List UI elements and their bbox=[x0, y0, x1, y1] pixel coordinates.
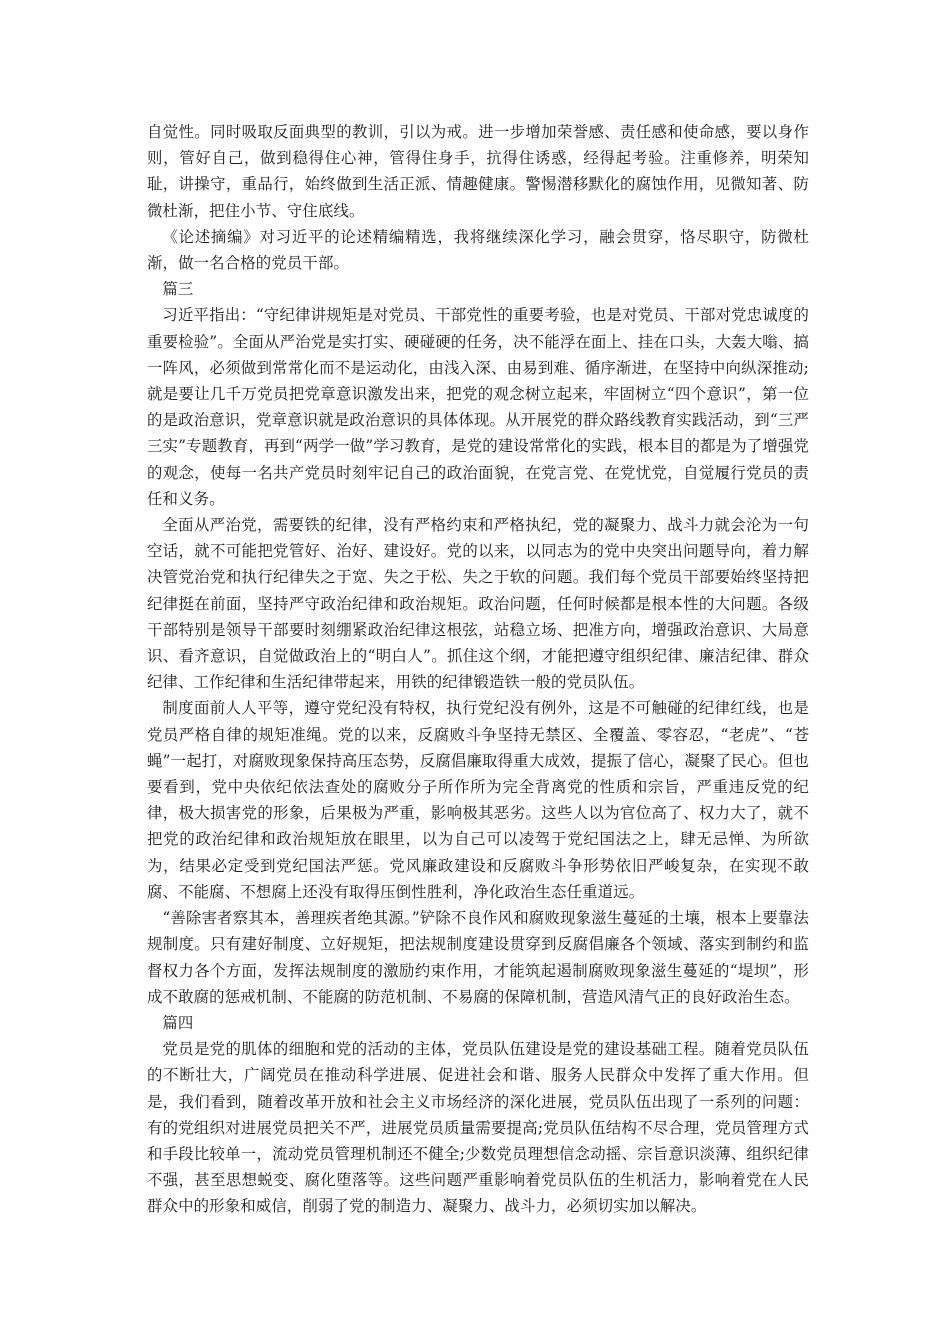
paragraph-party-members: 党员是党的肌体的细胞和党的活动的主体，党员队伍建设是党的建设基础工程。随着党员队伍的不断壮大，广阔党员在推动科学进展、促进社会和谐、服务人民群众中发挥了重大作用。但是，我们看到，随着改革开放和社会主义市场经济的深化进展，党员队伍出现了一系列的问题：有的党组织对进展党员把关不严，进展党员质量需要提高;党员队伍结构不尽合理，党员管理方式和手段比较单一，流动党员管理机制还不健全;少数党员理想信念动摇、宗旨意识淡薄、组织纪律不强，甚至思想蜕变、腐化堕落等。这些问题严重影响着党员队伍的生机活力，影响着党在人民群众中的形象和威信，削弱了党的制造力、凝聚力、战斗力，必须切实加以解决。 bbox=[147, 1040, 809, 1216]
paragraph-iron-discipline: 全面从严治党，需要铁的纪律，没有严格约束和严格执纪，党的凝聚力、战斗力就会沦为一句空话，就不可能把党管好、治好、建设好。党的以来，以同志为的党中央突出问题导向，着力解决管党治党和执行纪律失之于宽、失之于松、失之于软的问题。我们每个党员干部要始终坚持把纪律挺在前面，坚持严守政治纪律和政治规矩。政治问题，任何时候都是根本性的大问题。各级干部特别是领导干部要时刻绷紧政治纪律这根弦，站稳立场、把准方向，增强政治意识、大局意识、看齐意识，自觉做政治上的“明白人”。抓住这个纲，才能把遵守组织纪律、廉洁纪律、群众纪律、工作纪律和生活纪律带起来，用铁的纪律锻造铁一般的党员队伍。 bbox=[147, 516, 809, 692]
paragraph-discipline-rules: 习近平指出：“守纪律讲规矩是对党员、干部党性的重要考验，也是对党员、干部对党忠诚度的重要检验”。全面从严治党是实打实、硬碰硬的任务，决不能浮在面上、挂在口头，大轰大嗡、搞一阵风，必须做到常常化而不是运动化，由浅入深、由易到难、循序渐进，在坚持中向纵深推动;就是要让几千万党员把党章意识激发出来，把党的观念树立起来，牢固树立“四个意识”，第一位的是政治意识，党章意识就是政治意识的具体体现。从开展党的群众路线教育实践活动，到“三严三实”专题教育，再到“两学一做”学习教育，是党的建设常常化的实践，根本目的都是为了增强党的观念，使每一名共产党员时刻牢记自己的政治面貌，在党言党、在党忧党，自觉履行党员的责任和义务。 bbox=[147, 306, 809, 508]
section-heading-pian-san: 篇三 bbox=[162, 280, 194, 299]
paragraph-root-cause: “善除害者察其本，善理疾者绝其源。”铲除不良作风和腐败现象滋生蔓延的土壤，根本上要靠法规制度。只有建好制度、立好规矩，把法规制度建设贯穿到反腐倡廉各个领域、落实到制约和监督权力各个方面，发挥法规制度的激励约束作用，才能筑起遏制腐败现象滋生蔓延的“堤坝”，形成不敢腐的惩戒机制、不能腐的防范机制、不易腐的保障机制，营造风清气正的良好政治生态。 bbox=[147, 909, 809, 1006]
document-body bbox=[147, 119, 809, 1220]
paragraph-equality-before-rules: 制度面前人人平等，遵守党纪没有特权，执行党纪没有例外，这是不可触碰的纪律红线，也是党员严格自律的规矩准绳。党的以来，反腐败斗争坚持无禁区、全覆盖、零容忍，“老虎”、“苍蝇”一起打，对腐败现象保持高压态势，反腐倡廉取得重大成效，提振了信心，凝聚了民心。但也要看到，党中央依纪依法查处的腐败分子所作所为完全背离党的性质和宗旨，严重违反党的纪律，极大损害党的形象，后果极为严重，影响极其恶劣。这些人以为官位高了、权力大了，就不把党的政治纪律和政治规矩放在眼里，以为自己可以凌驾于党纪国法之上，肆无忌惮、为所欲为，结果必定受到党纪国法严惩。党风廉政建设和反腐败斗争形势依旧严峻复杂，在实现不敢腐、不能腐、不想腐上还没有取得压倒性胜利，净化政治生态任重道远。 bbox=[147, 699, 809, 901]
paragraph-lunshu-zhaibian: 《论述摘编》对习近平的论述精编精选，我将继续深化学习，融会贯穿，恪尽职守，防微杜渐，做一名合格的党员干部。 bbox=[147, 227, 809, 273]
paragraph-continuation: 自觉性。同时吸取反面典型的教训，引以为戒。进一步增加荣誉感、责任感和使命感，要以身作则，管好自己，做到稳得住心神，管得住身手，抗得住诱惑，经得起考验。注重修养，明荣知耻，讲操守，重品行，始终做到生活正派、情趣健康。警惕潜移默化的腐蚀作用，见微知著、防微杜渐，把住小节、守住底线。 bbox=[147, 123, 809, 220]
section-heading-pian-si: 篇四 bbox=[162, 1013, 194, 1032]
